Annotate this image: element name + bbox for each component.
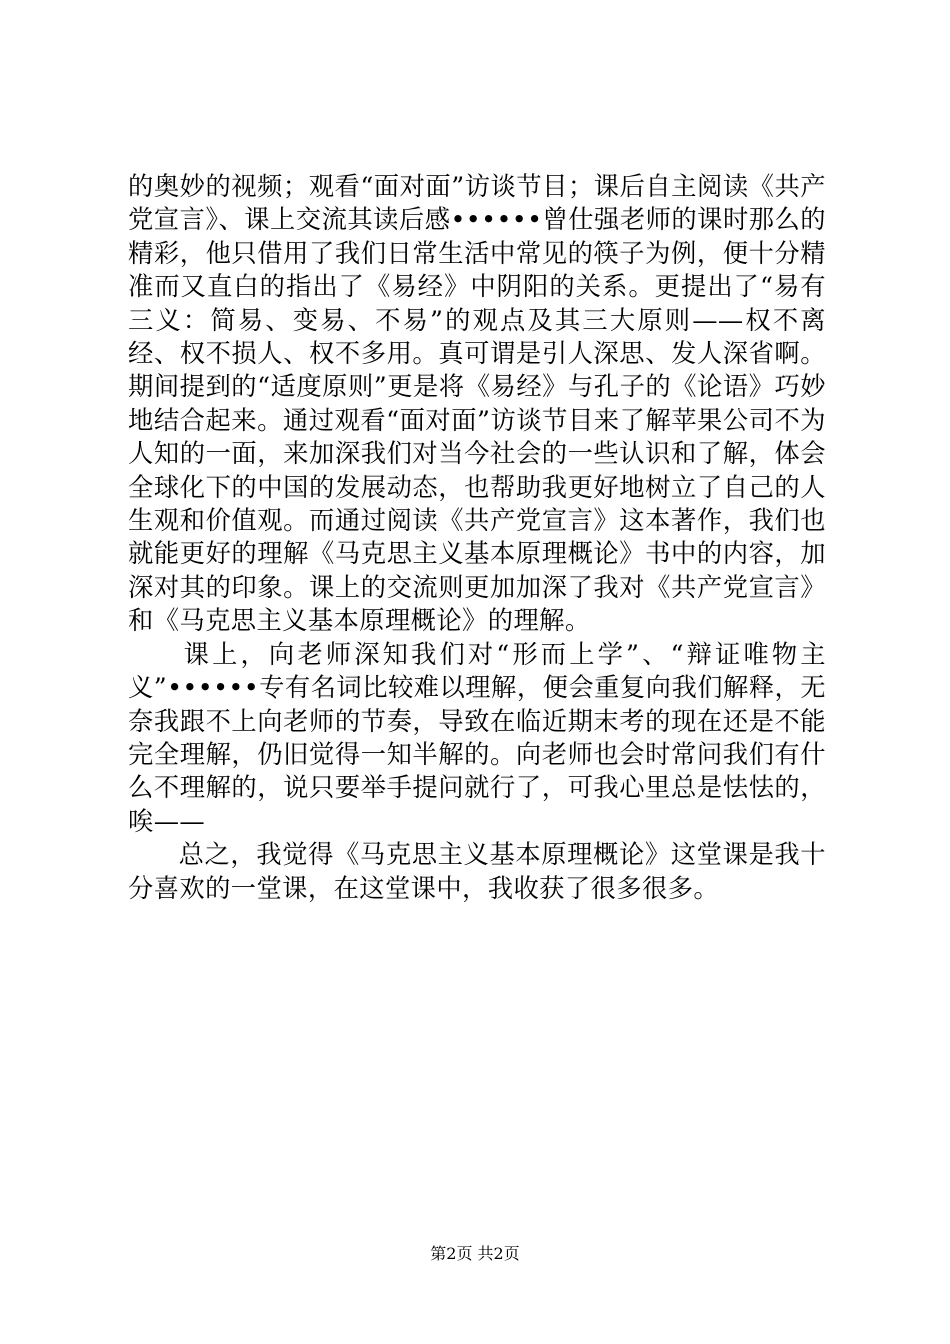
paragraph-2: 课上，向老师深知我们对“形而上学”、“辩证唯物主义”••••••专有名词比较难以理解，便会重复向我们解释，无奈我跟不上向老师的节奏，导致在临近期末考的现在还是不能完全理解，仍旧觉得一知半解的。向老师也会时常问我们有什么不理解的，说只要举手提问就行了，可我心里总是怯怯的，唉—— xyxy=(128,639,826,836)
page-footer: 第2页 共2页 xyxy=(430,1244,520,1263)
document-body xyxy=(128,170,826,905)
paragraph-1: 的奥妙的视频；观看“面对面”访谈节目；课后自主阅读《共产党宣言》、课上交流其读后感••••••曾仕强老师的课时那么的精彩，他只借用了我们日常生活中常见的筷子为例，便十分精准而又直白的指出了《易经》中阴阳的关系。更提出了“易有三义：简易、变易、不易”的观点及其三大原则——权不离经、权不损人、权不多用。真可谓是引人深思、发人深省啊。期间提到的“适度原则”更是将《易经》与孔子的《论语》巧妙地结合起来。通过观看“面对面”访谈节目来了解苹果公司不为人知的一面，来加深我们对当今社会的一些认识和了解，体会全球化下的中国的发展动态，也帮助我更好地树立了自己的人生观和价值观。而通过阅读《共产党宣言》这本著作，我们也就能更好的理解《马克思主义基本原理概论》书中的内容，加深对其的印象。课上的交流则更加加深了我对《共产党宣言》和《马克思主义基本原理概论》的理解。 xyxy=(128,172,826,636)
paragraph-3: 总之，我觉得《马克思主义基本原理概论》这堂课是我十分喜欢的一堂课，在这堂课中，我收获了很多很多。 xyxy=(128,840,826,903)
